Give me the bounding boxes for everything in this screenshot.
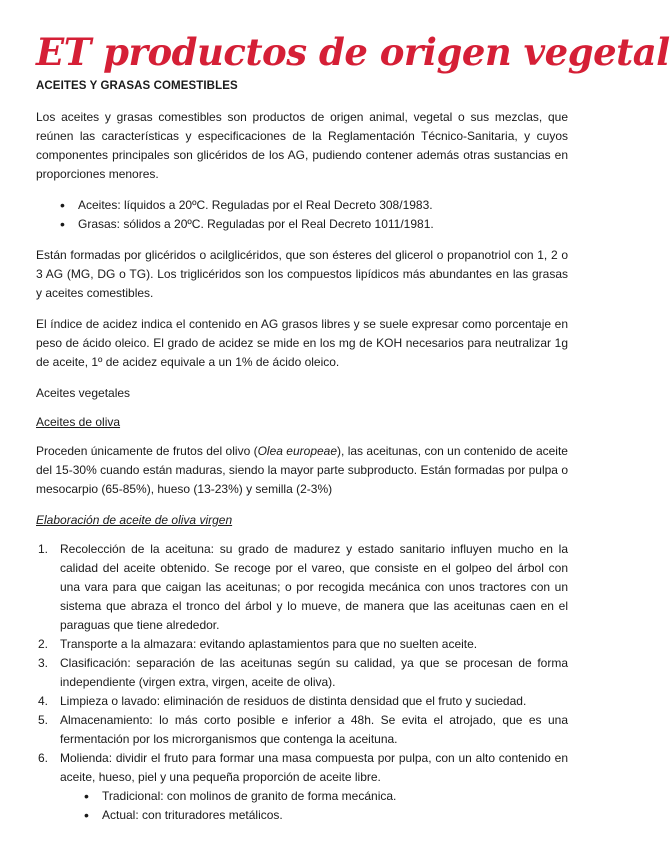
list-item — [38, 749, 568, 825]
step-number: 6. — [38, 751, 49, 765]
step-text: Almacenamiento: lo más corto posible e inferior a 48h. Se evita el atrojado, que es una fermentación por los microrganismos que contenga la aceituna. — [60, 713, 568, 746]
step-text: Recolección de la aceituna: su grado de madurez y estado sanitario influyen mucho en la calidad del aceite obtenido. Se recoge por el vareo, que consiste en el golpeo del árbol con una vara para que caigan las aceitunas; o por recogida mecánica con unos tractores con un sistema que abraza el tronco del árbol y lo mueve, de manera que las aceitunas caen en el paraguas que tiene alrededor. — [60, 542, 568, 632]
step-number: 3. — [38, 656, 49, 670]
list-item — [38, 711, 568, 749]
step-number: 4. — [38, 694, 49, 708]
steps-list — [36, 540, 568, 825]
species-name: Olea europeae — [257, 444, 338, 458]
olive-text-before: Proceden únicamente de frutos del olivo ( — [36, 444, 258, 458]
list-item — [38, 635, 568, 654]
acidity-paragraph: El índice de acidez indica el contenido en AG grasos libres y se suele expresar como porcentaje en peso de ácido oleico. El grado de acidez se mide en los mg de KOH necesarios para neutralizar 1g de aceite, 1º de acidez equivale a un 1% de ácido oleico. — [36, 317, 568, 369]
step-number: 2. — [38, 637, 49, 651]
list-item — [38, 654, 568, 692]
step-number: 1. — [38, 542, 49, 556]
step-text: Molienda: dividir el fruto para formar una masa compuesta por pulpa, con un alto contenido en aceite, hueso, piel y una pequeña proporción de aceite libre. — [60, 751, 568, 784]
step-text: Clasificación: separación de las aceitunas según su calidad, ya que se procesan de forma independiente (virgen extra, virgen, aceite de oliva). — [60, 656, 568, 689]
sublist-item: • Tradicional: con molinos de granito de forma mecánica. — [90, 787, 568, 806]
intro-paragraph: Los aceites y grasas comestibles son productos de origen animal, vegetal o sus mezclas, que reúnen las características y especificaciones de la Reglamentación Técnico-Sanitaria, y cuyos componentes principales son glicéridos de los AG, pudiendo contener además otras sustancias en proporciones menores. — [36, 110, 568, 181]
step-text: Limpieza o lavado: eliminación de residuos de distinta densidad que el fruto y suciedad. — [60, 694, 527, 708]
step-number: 5. — [38, 713, 49, 727]
list-item — [38, 692, 568, 711]
elaboration-heading: Elaboración de aceite de oliva virgen — [36, 513, 233, 527]
list-item: • Aceites: líquidos a 20ºC. Reguladas por el Real Decreto 308/1983. — [66, 196, 568, 215]
list-item — [38, 540, 568, 635]
types-list — [36, 196, 568, 234]
olive-paragraph — [36, 442, 568, 499]
list-item: • Grasas: sólidos a 20ºC. Reguladas por el Real Decreto 1011/1981. — [66, 215, 568, 234]
sublist-item: • Actual: con trituradores metálicos. — [90, 806, 568, 825]
olive-text-after: ), las aceitunas, con un contenido de aceite del 15-30% cuando están maduras, siendo la mayor parte subproducto. Están formadas por pulpa o mesocarpio (65-85%), hueso (13-23%) y semilla (2-3%) — [36, 444, 568, 496]
glycerides-paragraph: Están formadas por glicéridos o acilglicéridos, que son ésteres del glicerol o propanotriol con 1, 2 o 3 AG (MG, DG o TG). Los triglicéridos son los compuestos lipídicos más abundantes en las grasas y aceites comestibles. — [36, 248, 568, 300]
vegetable-oils-heading: Aceites vegetales — [36, 386, 131, 400]
section-heading: ACEITES Y GRASAS COMESTIBLES — [36, 80, 238, 92]
molienda-sublist — [60, 787, 568, 825]
step-text: Transporte a la almazara: evitando aplastamientos para que no suelten aceite. — [60, 637, 478, 651]
page-title: ET productos de origen vegetal — [36, 30, 670, 74]
olive-oils-heading: Aceites de oliva — [36, 415, 121, 429]
